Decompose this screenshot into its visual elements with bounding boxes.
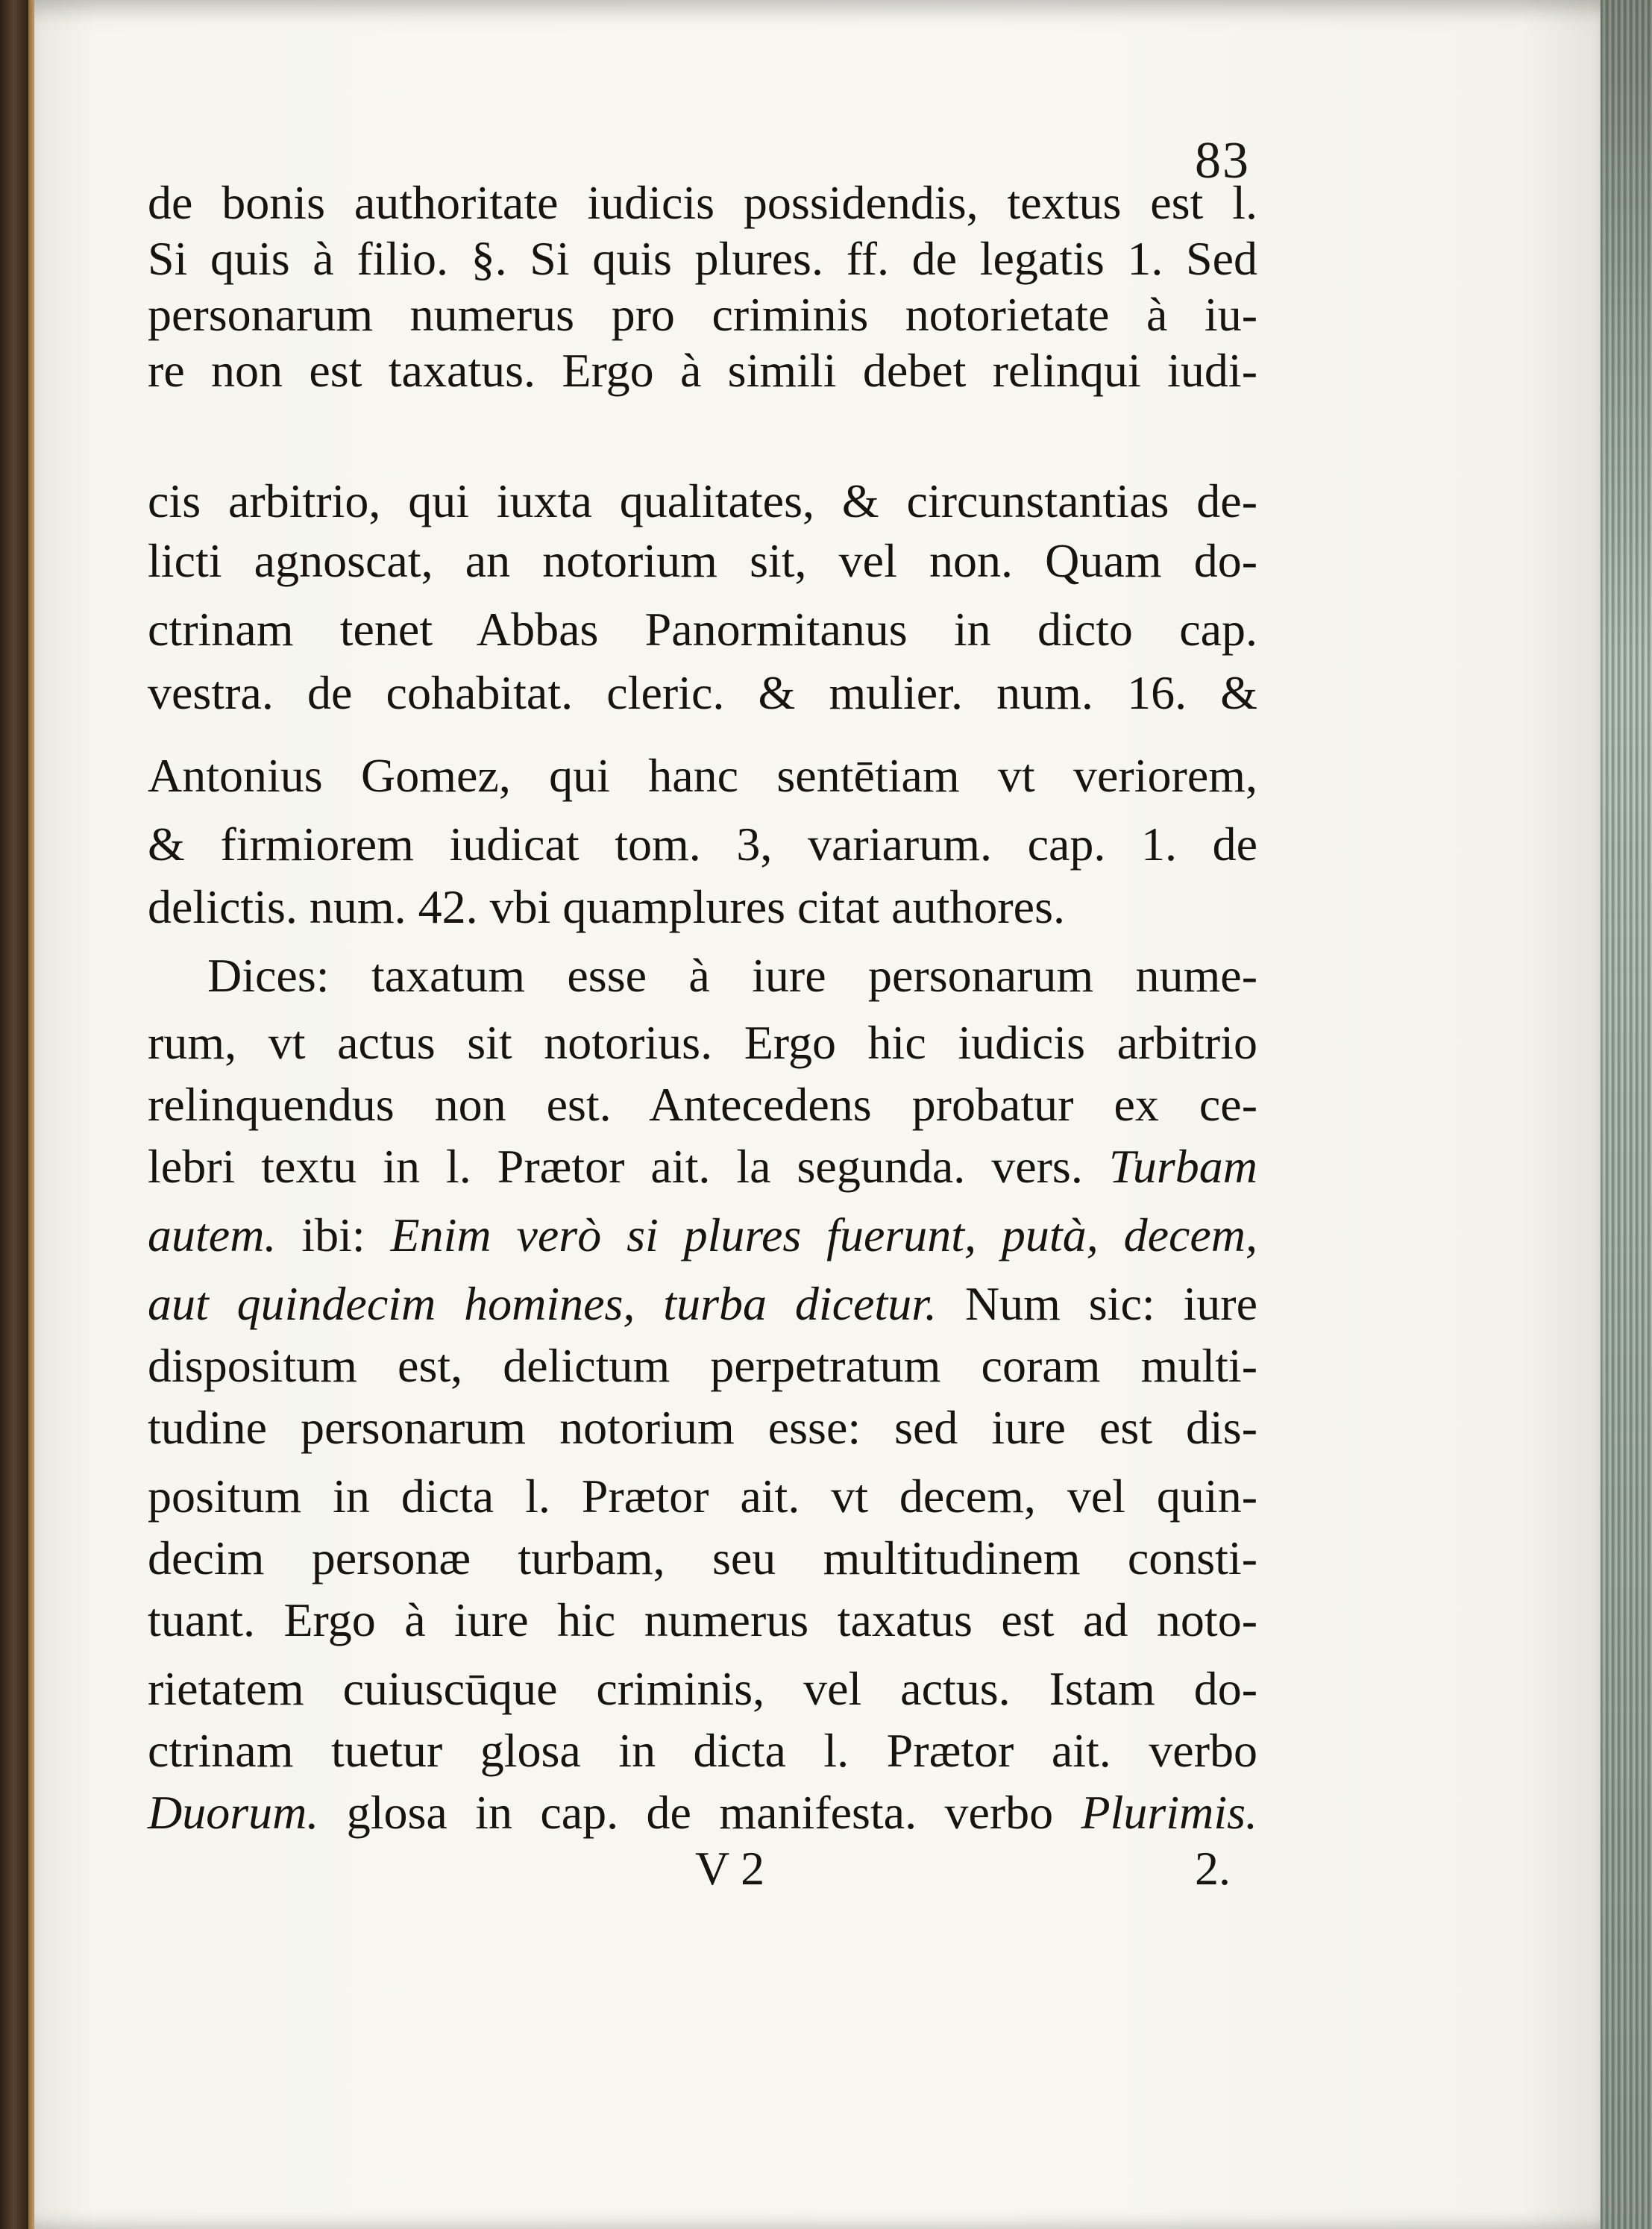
text-line: rietatem cuiuscūque criminis, vel actus. Istam do- bbox=[148, 1662, 1257, 1715]
text-line: de bonis authoritate iudicis possidendis, textus est l. bbox=[148, 176, 1257, 229]
text-line: personarum numerus pro criminis notorietate à iu- bbox=[148, 288, 1257, 341]
book-page bbox=[34, 0, 1601, 2229]
catchword: 2. bbox=[1195, 1842, 1231, 1895]
text-line: tuant. Ergo à iure hic numerus taxatus est ad noto- bbox=[148, 1593, 1257, 1646]
text-block bbox=[34, 0, 1601, 2229]
text-line: decim personæ turbam, seu multitudinem consti- bbox=[148, 1532, 1257, 1584]
text-line: Duorum. glosa in cap. de manifesta. verbo Plurimis. bbox=[148, 1786, 1257, 1839]
text-line: ctrinam tenet Abbas Panormitanus in dicto cap. bbox=[148, 603, 1257, 656]
text-line: delictis. num. 42. vbi quamplures citat authores. bbox=[148, 880, 1065, 933]
binding-edge bbox=[0, 0, 34, 2229]
page-number: 83 bbox=[1195, 132, 1250, 189]
text-line: rum, vt actus sit notorius. Ergo hic iudicis arbitrio bbox=[148, 1016, 1257, 1069]
text-line: dispositum est, delictum perpetratum coram multi- bbox=[148, 1339, 1257, 1392]
text-line: Dices: taxatum esse à iure personarum nume- bbox=[207, 949, 1257, 1002]
text-line: relinquendus non est. Antecedens probatur ex ce- bbox=[148, 1078, 1257, 1131]
text-line: lebri textu in l. Prætor ait. la segunda. vers. Turbam bbox=[148, 1140, 1257, 1193]
signature-mark: V 2 bbox=[695, 1842, 765, 1895]
text-line: Antonius Gomez, qui hanc sentētiam vt veriorem, bbox=[148, 749, 1257, 802]
text-line: Si quis à filio. §. Si quis plures. ff. de legatis 1. Sed bbox=[148, 232, 1257, 285]
text-line: autem. ibi: Enim verò si plures fuerunt, putà, decem, bbox=[148, 1208, 1258, 1261]
text-line: licti agnoscat, an notorium sit, vel non. Quam do- bbox=[148, 534, 1257, 587]
text-line: cis arbitrio, qui iuxta qualitates, & circunstantias de- bbox=[148, 474, 1257, 527]
fore-edge bbox=[1601, 0, 1652, 2229]
text-line: vestra. de cohabitat. cleric. & mulier. num. 16. & bbox=[148, 666, 1257, 719]
text-line: aut quindecim homines, turba dicetur. Num sic: iure bbox=[148, 1277, 1258, 1330]
text-line: & firmiorem iudicat tom. 3, variarum. cap. 1. de bbox=[148, 818, 1257, 871]
text-line: ctrinam tuetur glosa in dicta l. Prætor ait. verbo bbox=[148, 1724, 1257, 1777]
text-line: positum in dicta l. Prætor ait. vt decem, vel quin- bbox=[148, 1470, 1257, 1523]
text-line: re non est taxatus. Ergo à simili debet relinqui iudi- bbox=[148, 344, 1257, 397]
text-line: tudine personarum notorium esse: sed iure est dis- bbox=[148, 1401, 1257, 1454]
